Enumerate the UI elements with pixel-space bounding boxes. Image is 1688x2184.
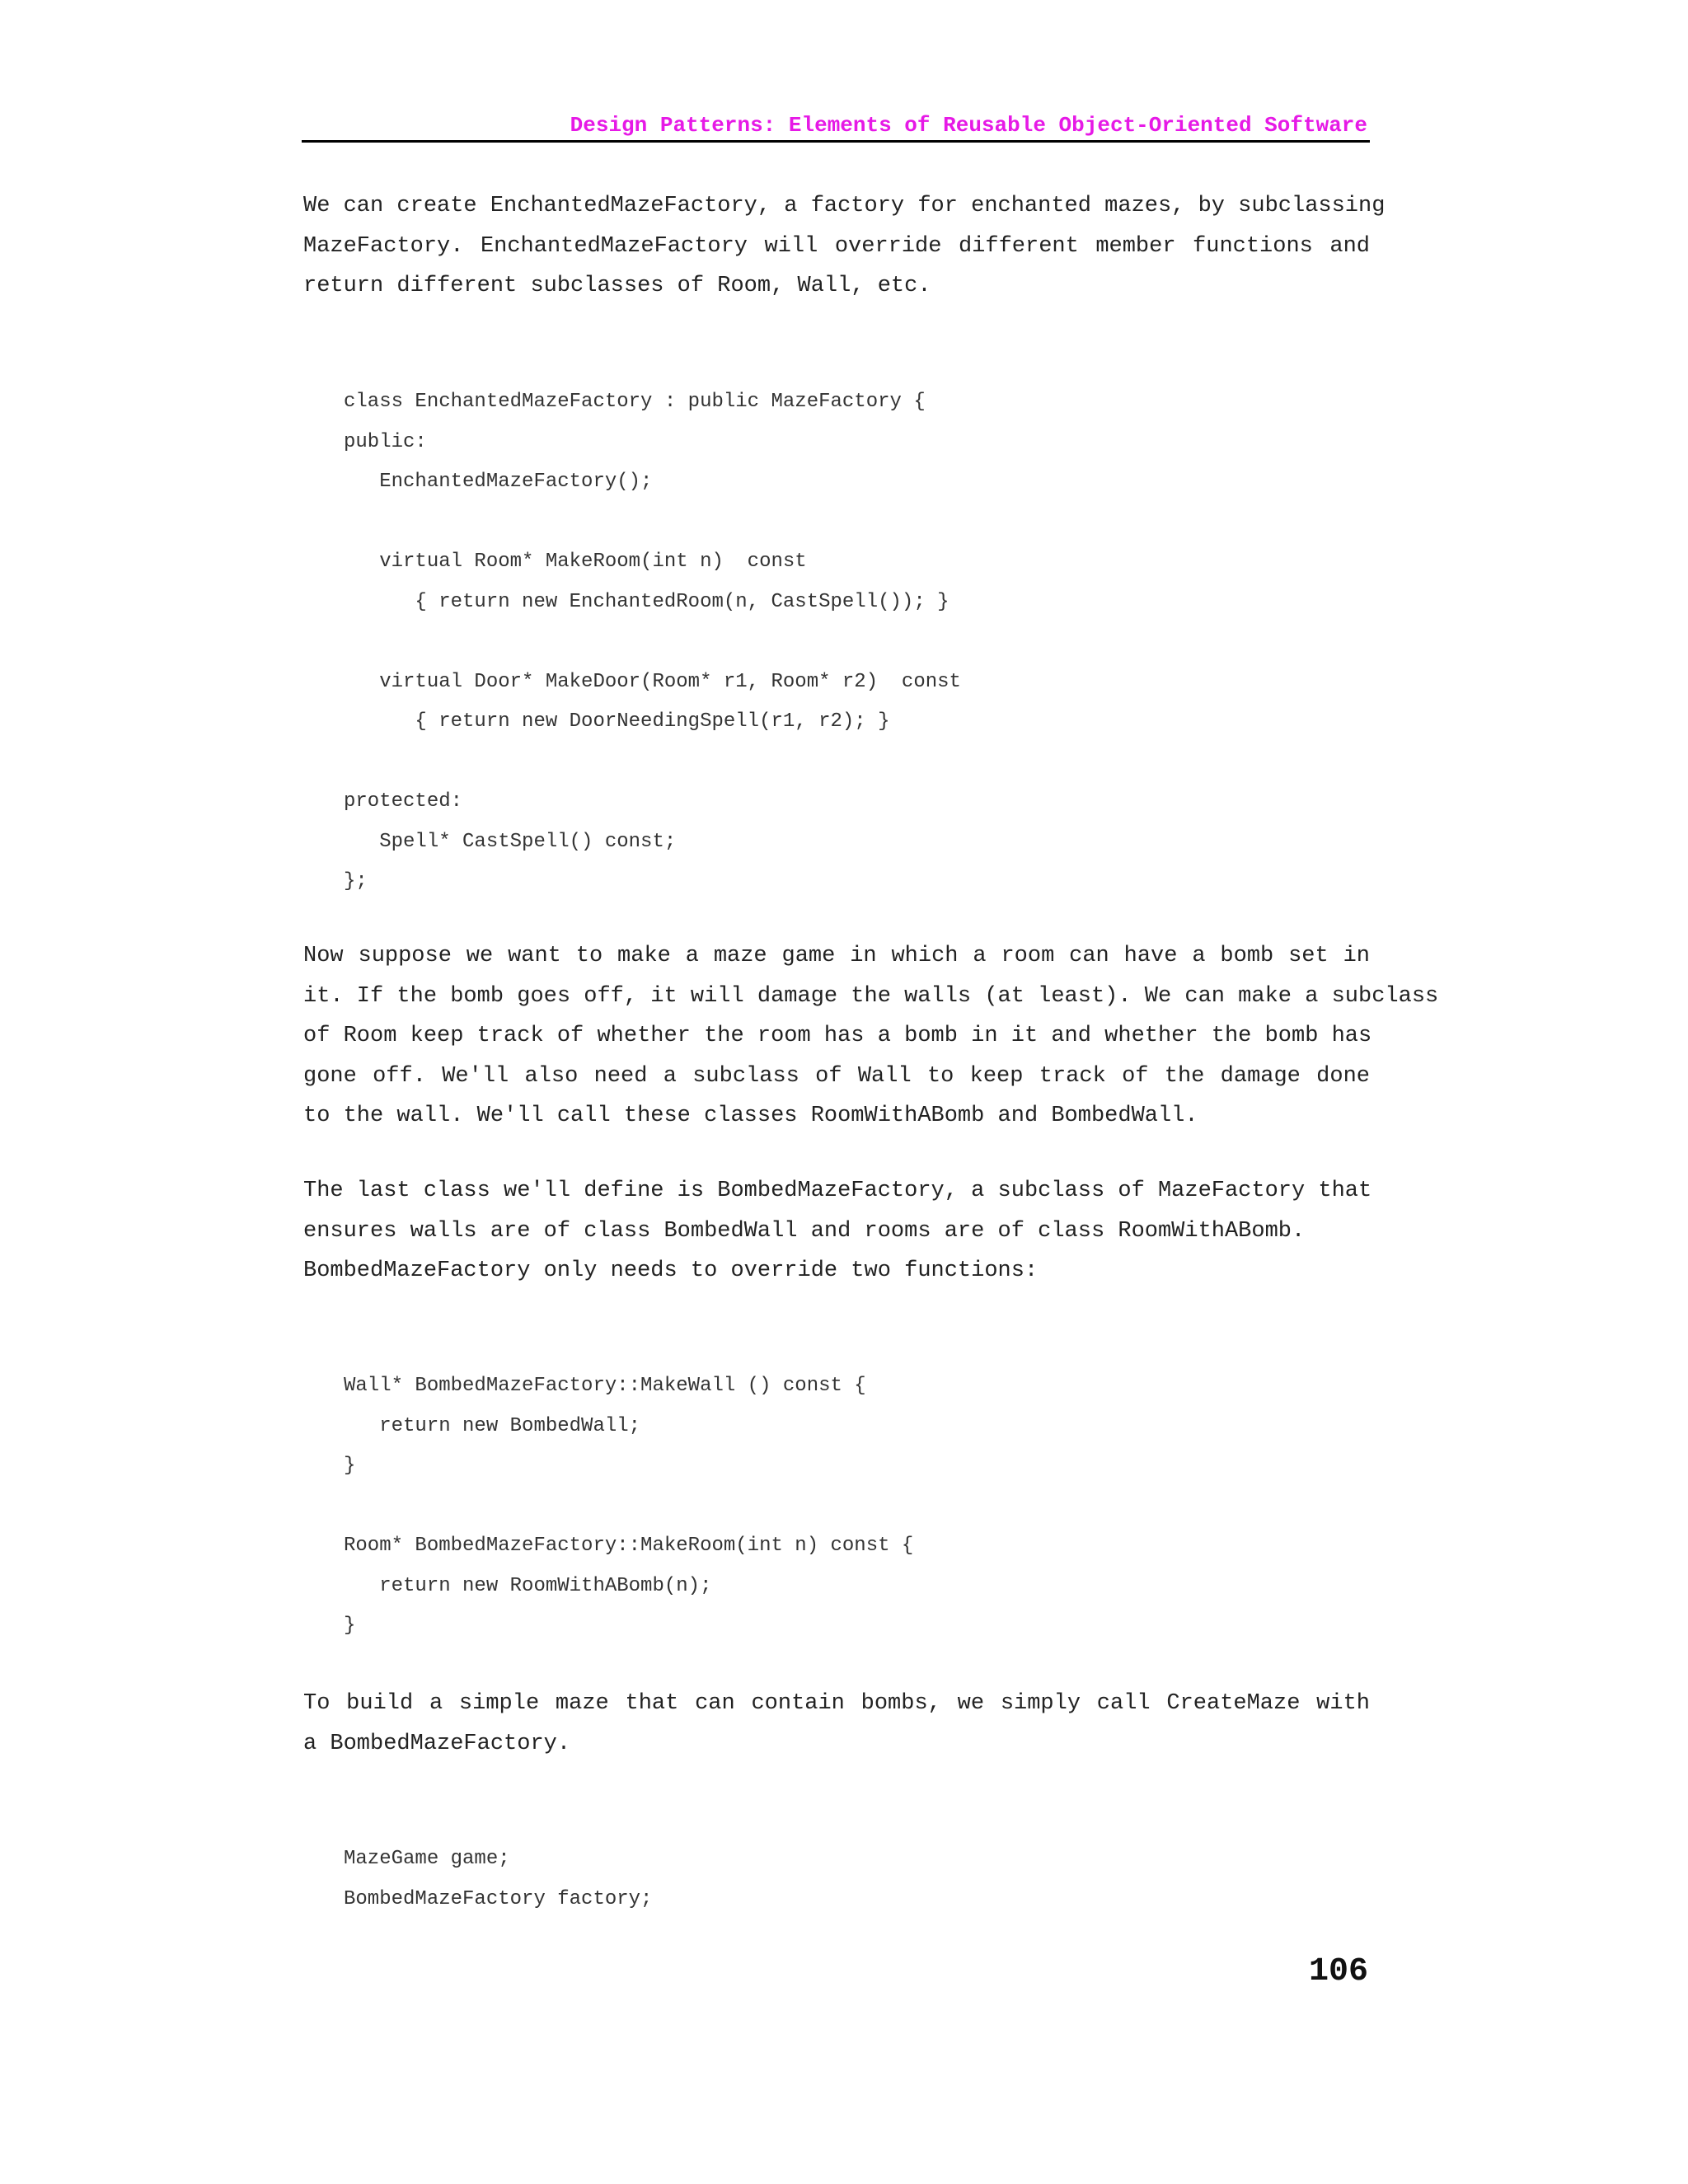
text-line: Now suppose we want to make a maze game in which a room can have a bomb set in (303, 944, 1370, 968)
code-line: return new BombedWall; (344, 1414, 641, 1437)
code-line: MazeGame game; (344, 1848, 510, 1870)
paragraph-bombed-factory (303, 1171, 1370, 1291)
page-number: 106 (1308, 1953, 1368, 1990)
code-line: { return new DoorNeedingSpell(r1, r2); } (344, 710, 890, 733)
header-rule (302, 140, 1370, 143)
code-line: Spell* CastSpell() const; (344, 830, 677, 853)
text-line: return different subclasses of Room, Wall, etc. (303, 274, 931, 298)
code-line: virtual Door* MakeDoor(Room* r1, Room* r2) const (344, 670, 961, 693)
code-line: EnchantedMazeFactory(); (344, 471, 653, 493)
code-line: virtual Room* MakeRoom(int n) const (344, 551, 807, 573)
code-block-enchanted-factory (344, 382, 961, 902)
text-line: a BombedMazeFactory. (303, 1731, 571, 1756)
code-block-maze-game (344, 1840, 652, 1919)
running-header-title: Design Patterns: Elements of Reusable Object-Oriented Software (570, 113, 1367, 138)
code-line (344, 1487, 913, 1527)
code-line (344, 622, 961, 663)
code-line: } (344, 1455, 356, 1477)
paragraph-create-maze (303, 1684, 1370, 1764)
text-line: MazeFactory. EnchantedMazeFactory will override different member functions and (303, 233, 1370, 259)
text-line: To build a simple maze that can contain bombs, we simply call CreateMaze with (303, 1691, 1370, 1716)
code-line: Room* BombedMazeFactory::MakeRoom(int n) const { (344, 1535, 914, 1557)
text-line: gone off. We'll also need a subclass of Wall to keep track of the damage done (303, 1063, 1370, 1089)
text-line: it. If the bomb goes off, it will damage the walls (at least). We can make a subclass (303, 983, 1439, 1009)
text-line: of Room keep track of whether the room has a bomb in it and whether the bomb has (303, 1024, 1372, 1048)
code-line: Wall* BombedMazeFactory::MakeWall () const { (344, 1375, 866, 1397)
text-line: The last class we'll define is BombedMazeFactory, a subclass of MazeFactory that (303, 1179, 1372, 1203)
paragraph-bomb-maze (303, 936, 1439, 1137)
code-line: public: (344, 430, 427, 453)
text-line: BombedMazeFactory only needs to override two functions: (303, 1258, 1039, 1283)
code-line: BombedMazeFactory factory; (344, 1887, 653, 1910)
code-line: return new RoomWithABomb(n); (344, 1574, 712, 1597)
code-block-bombed-factory (344, 1366, 913, 1647)
code-line (344, 503, 961, 543)
code-line: { return new EnchantedRoom(n, CastSpell()); } (344, 590, 950, 613)
code-line: protected: (344, 790, 463, 813)
code-line: }; (344, 870, 368, 893)
text-line: to the wall. We'll call these classes RoomWithABomb and BombedWall. (303, 1104, 1198, 1128)
code-line: } (344, 1615, 356, 1637)
paragraph-intro-enchanted (303, 186, 1386, 307)
code-line (344, 743, 961, 783)
code-line: class EnchantedMazeFactory : public MazeFactory { (344, 391, 926, 413)
text-line: We can create EnchantedMazeFactory, a factory for enchanted mazes, by subclassing (303, 194, 1386, 218)
text-line: ensures walls are of class BombedWall and rooms are of class RoomWithABomb. (303, 1218, 1306, 1244)
